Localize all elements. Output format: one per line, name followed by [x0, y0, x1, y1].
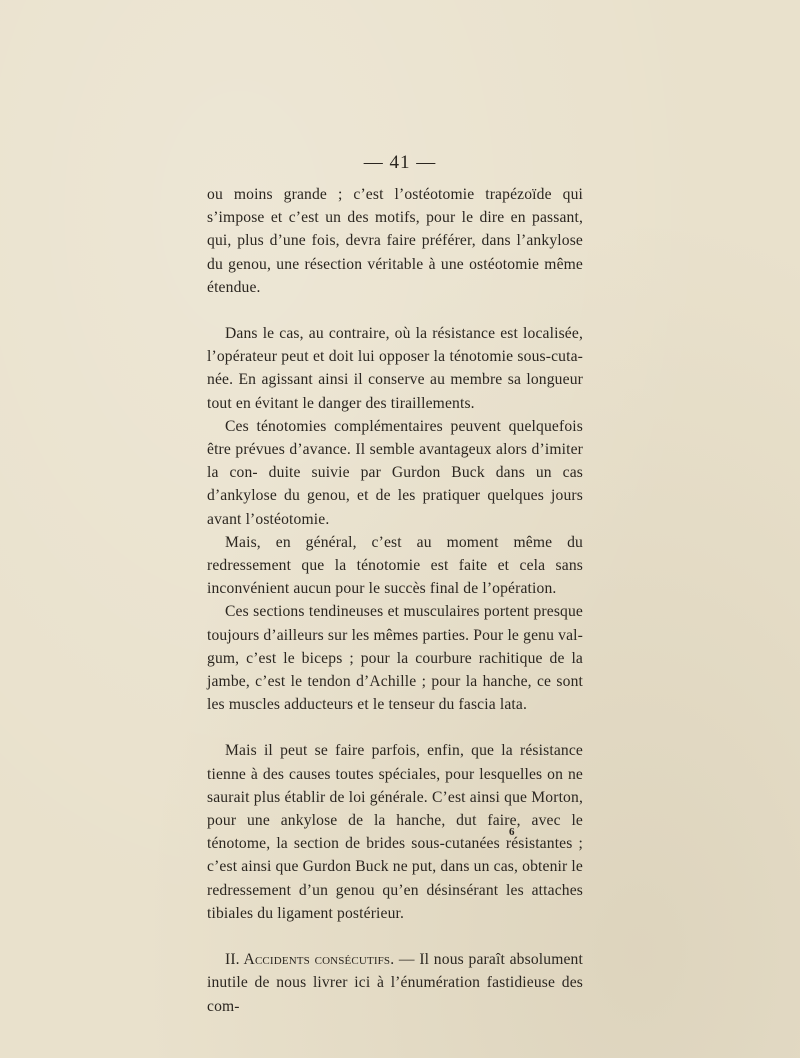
- paragraph-continuation: ou moins grande ; c’est l’ostéotomie trapézoïde qui s’impose et c’est un des motifs, pour le dire en passant, qui, plus d’une fois, devra faire préférer, dans l’ankylose du genou, une résection véritable à une ostéotomie même étendue.: [207, 186, 583, 296]
- signature-mark: 6: [509, 826, 515, 838]
- section-text: — Il nous paraît absolument inutile de nous livrer ici à l’énumération fastidieuse des com-: [207, 951, 583, 1015]
- paragraph-gap: [207, 716, 583, 739]
- section-paragraph: [207, 948, 583, 1018]
- paragraph: Mais il peut se faire parfois, enfin, que la résistance tienne à des causes toutes spéciales, pour lesquelles on ne saurait plus établir de loi générale. C’est ainsi que Morton, pour une ankylose de la hanche, dut faire, avec le ténotome, la section de brides sous-cutanées résistantes ; c’est ainsi que Gurdon Buck ne put, dans un cas, obtenir le redressement d’un genou qu’en désinsérant les attaches tibiales du ligament postérieur.: [207, 742, 583, 922]
- paragraph-gap: [207, 299, 583, 322]
- paragraph: Mais, en général, c’est au moment même du redressement que la ténotomie est faite et cela sans inconvénient aucun pour le succès final de l’opération.: [207, 533, 583, 598]
- page-number-header: — 41 —: [363, 152, 437, 173]
- section-heading: II. Accidents consécutifs.: [225, 951, 395, 969]
- paragraph: Ces ténotomies complémentaires peuvent quelquefois être prévues d’avance. Il semble avantageux alors d’imiter la con- duite suivie par Gurdon Buck dans un cas d’ankylose du genou, et de les pratiquer quelques jours avant l’ostéotomie.: [207, 417, 583, 528]
- paragraph: Dans le cas, au contraire, où la résistance est localisée, l’opérateur peut et doit lui opposer la ténotomie sous-cuta- née. En agissant ainsi il conserve au membre sa longueur tout en évitant le danger des tiraillements.: [207, 325, 583, 412]
- paragraph: Ces sections tendineuses et musculaires portent presque toujours d’ailleurs sur les mêmes parties. Pour le genu val- gum, c’est le biceps ; pour la courbure rachitique de la jambe, c’est le tendon d’Achille ; pour la hanche, ce sont les muscles adducteurs et le tenseur du fascia lata.: [207, 603, 583, 714]
- paragraph-gap: [207, 925, 583, 948]
- body-text: [207, 183, 583, 1018]
